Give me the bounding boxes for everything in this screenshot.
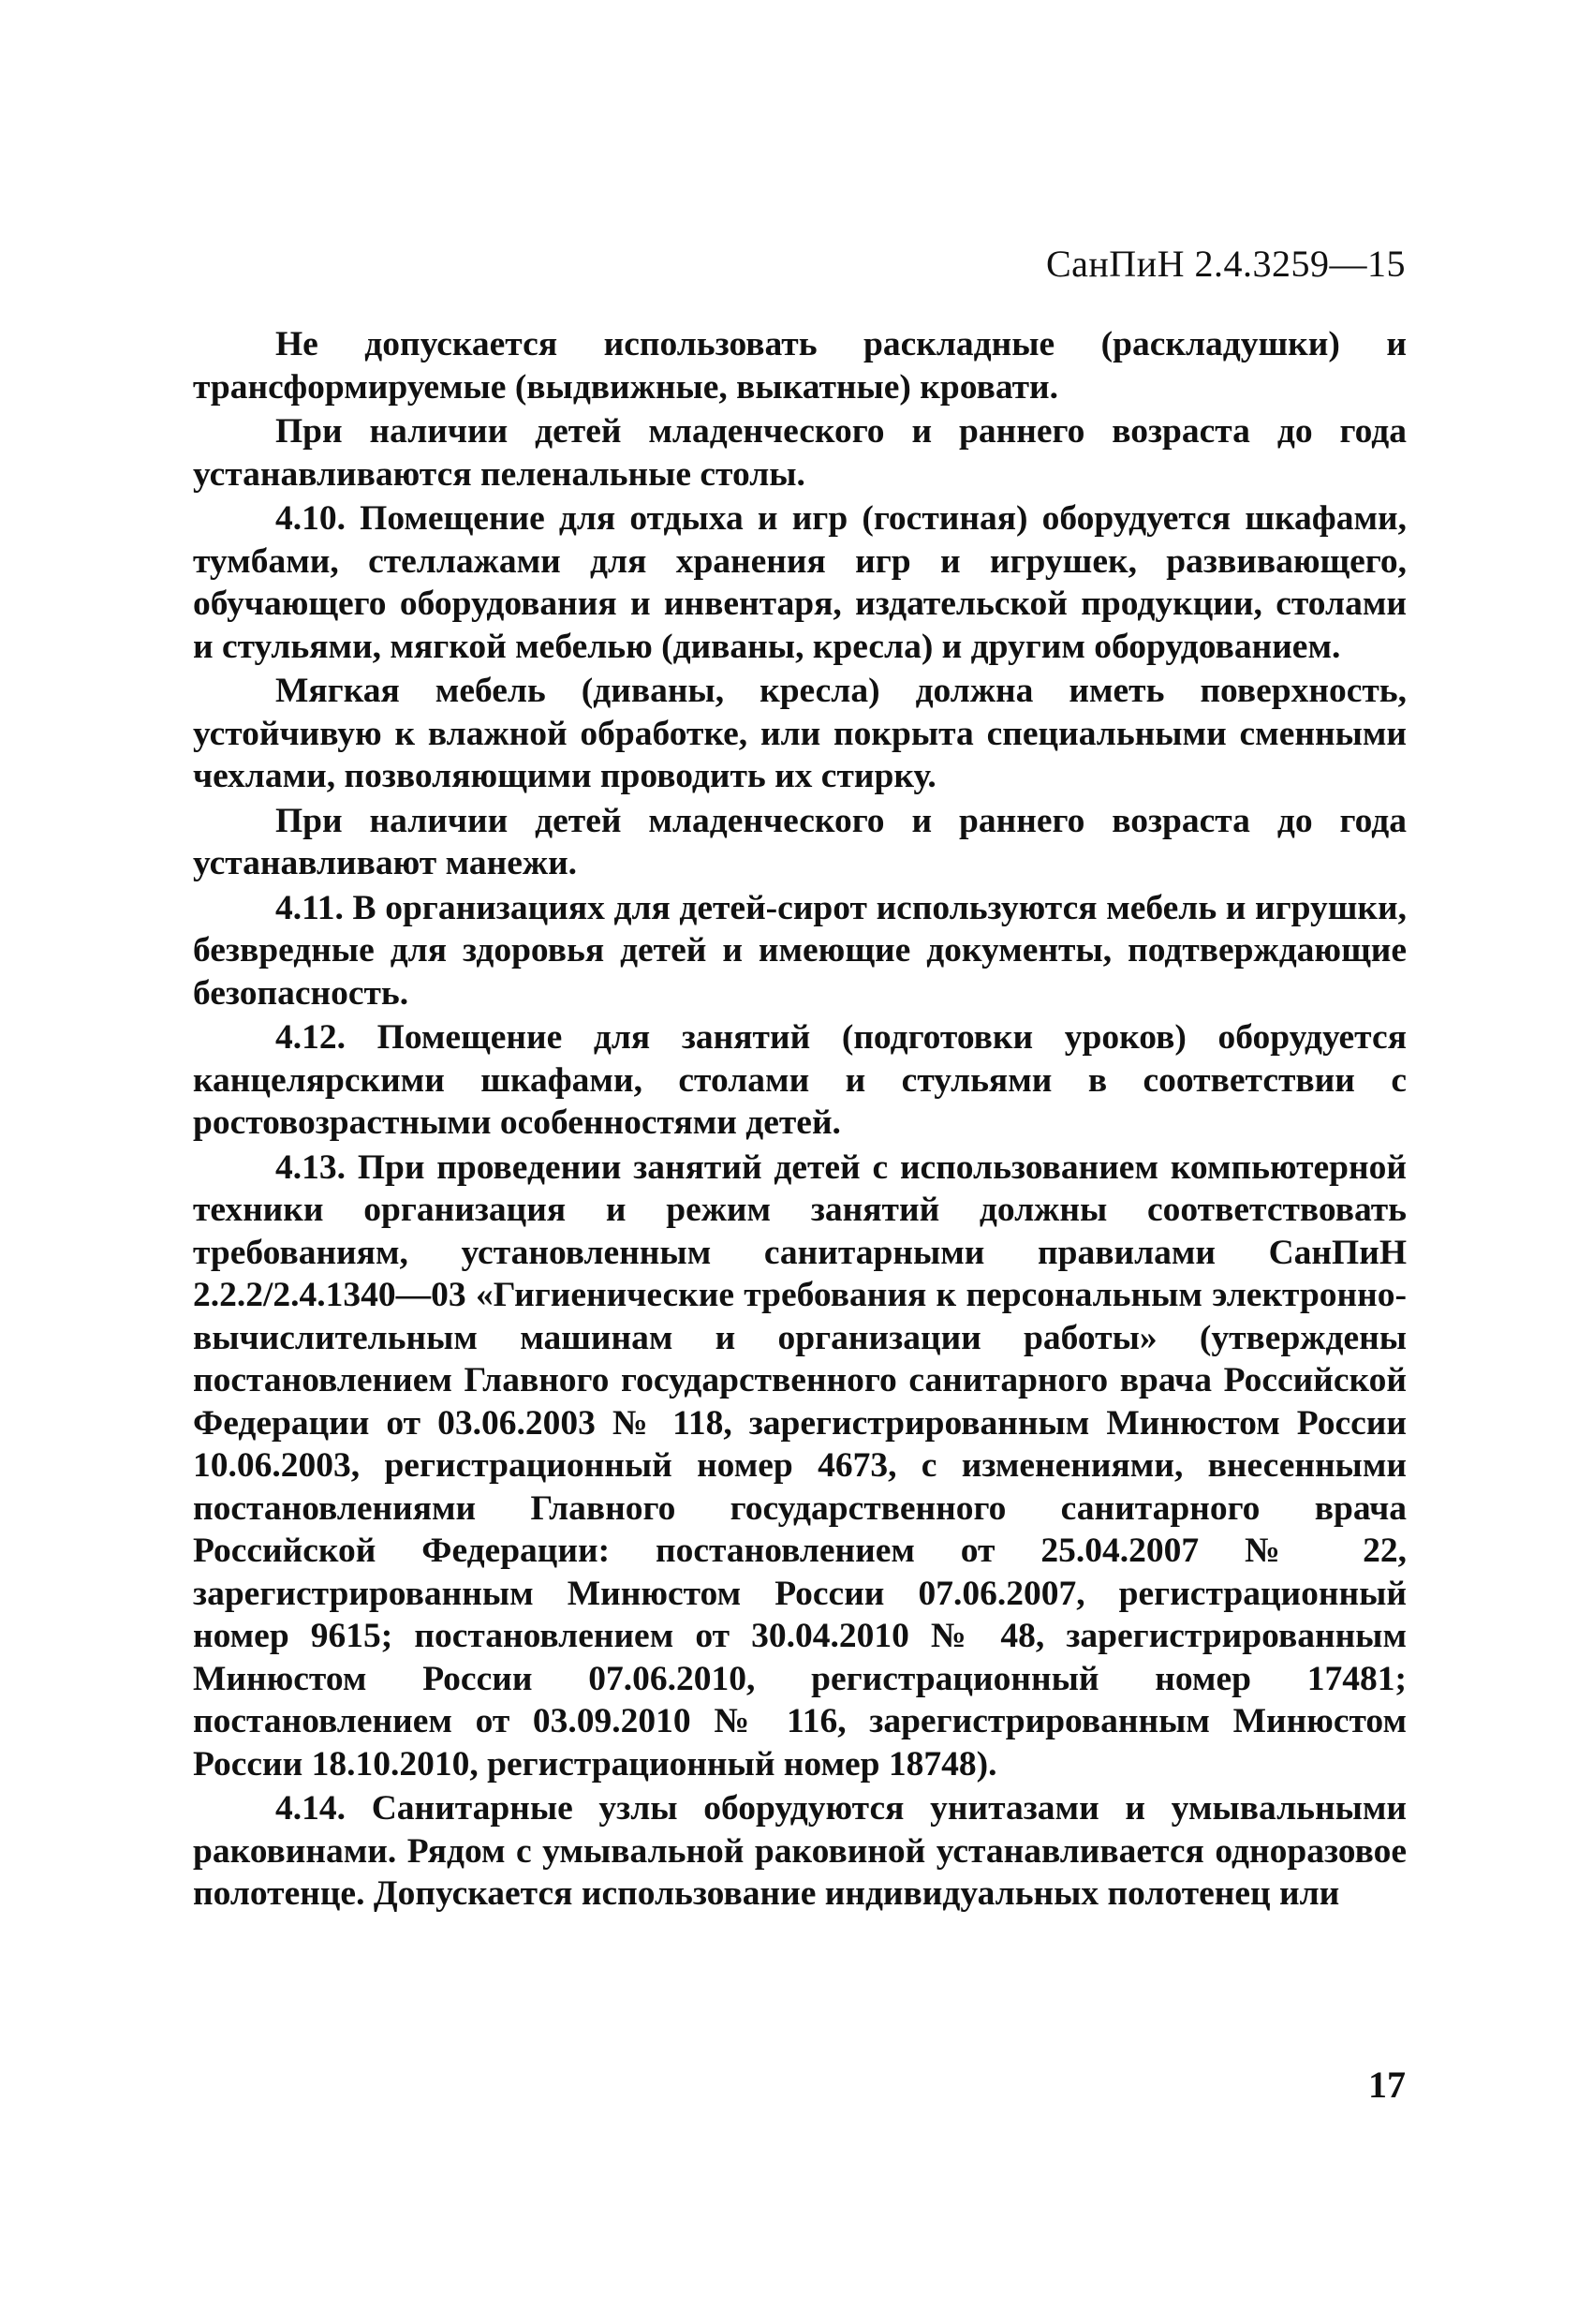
paragraph: При наличии детей младенческого и раннего возраста до года устанавливаются пеленальные столы. xyxy=(193,412,1407,494)
paragraph: 4.13. При проведении занятий детей с использованием компьютерной техники организация и режим занятий должны соответствовать требованиям, установленным санитарными правилами СанПиН 2.2.2/2.4.1340—03 «Гигиенические требования к персональным электронно-вычислительным машинам и организации работы» (утверждены постановлением Главного государственного санитарного врача Российской Федерации от 03.06.2003 № 118, зарегистрированным Минюстом России 10.06.2003, регистрационный номер 4673, с изменениями, внесенными постановлениями Главного государственного санитарного врача Российской Федерации: постановлением от 25.04.2007 № 22, зарегистрированным Минюстом России 07.06.2007, регистрационный номер 9615; постановлением от 30.04.2010 № 48, зарегистрированным Минюстом России 07.06.2010, регистрационный номер 17481; постановлением от 03.09.2010 № 116, зарегистрированным Минюстом России 18.10.2010, регистрационный номер 18748). xyxy=(193,1147,1407,1784)
paragraph: 4.10. Помещение для отдыха и игр (гостиная) оборудуется шкафами, тумбами, стеллажами для хранения игр и игрушек, развивающего, обучающего оборудования и инвентаря, издательской продукции, столами и стульями, мягкой мебелью (диваны, кресла) и другим оборудованием. xyxy=(193,499,1407,666)
paragraph: Мягкая мебель (диваны, кресла) должна иметь поверхность, устойчивую к влажной обработке, или покрыта специальными сменными чехлами, позволяющими проводить их стирку. xyxy=(193,672,1407,795)
paragraph: При наличии детей младенческого и раннего возраста до года устанавливают манежи. xyxy=(193,801,1407,882)
paragraph: 4.11. В организациях для детей-сирот используются мебель и игрушки, безвредные для здоровья детей и имеющие документы, подтверждающие безопасность. xyxy=(193,888,1407,1013)
document-body xyxy=(193,323,1407,1917)
paragraph: 4.14. Санитарные узлы оборудуются унитазами и умывальными раковинами. Рядом с умывальной раковиной устанавливается одноразовое полотенце. Допускается использование индивидуальных полотенец или xyxy=(193,1789,1407,1913)
paragraph: Не допускается использовать раскладные (раскладушки) и трансформируемые (выдвижные, выкатные) кровати. xyxy=(193,325,1407,407)
paragraph: 4.12. Помещение для занятий (подготовки уроков) оборудуется канцелярскими шкафами, столами и стульями в соответствии с ростовозрастными особенностями детей. xyxy=(193,1018,1407,1142)
page-number: 17 xyxy=(1368,2064,1406,2106)
document-header: СанПиН 2.4.3259—15 xyxy=(1045,243,1406,285)
